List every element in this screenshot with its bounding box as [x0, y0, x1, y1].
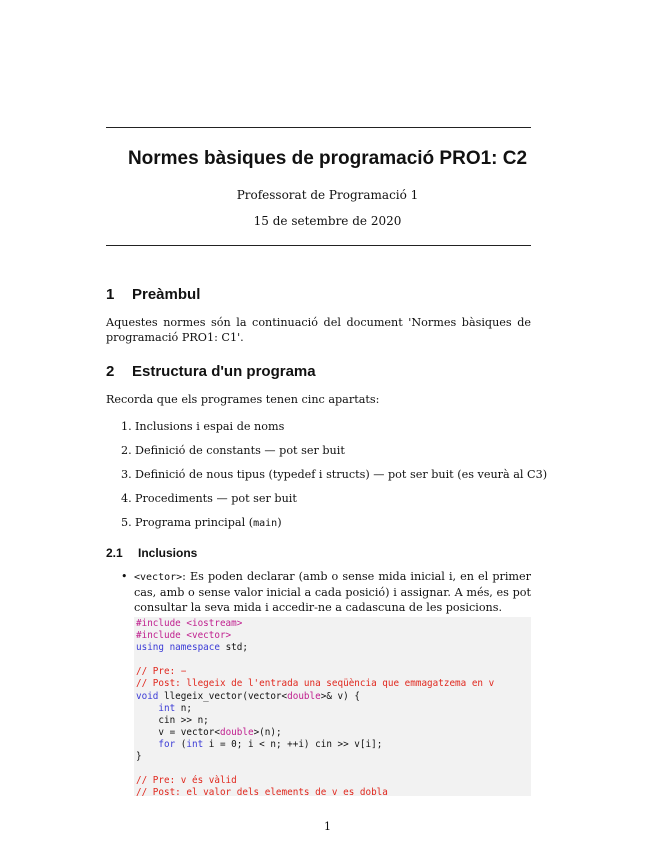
list-text: Inclusions i espai de noms: [135, 420, 285, 433]
code-int-keyword: int: [186, 738, 204, 750]
code-double-type: double: [287, 690, 321, 702]
list-text: Definició de nous tipus (typedef i structs) — pot ser buit (es veurà al C3): [135, 468, 548, 481]
code-signature-a: llegeix_vector(vector<: [158, 690, 288, 702]
document-date: 15 de setembre de 2020: [253, 214, 402, 228]
bullet-icon: •: [121, 570, 128, 583]
code-for-b: i = 0; i < n; ++i) cin >> v[i];: [203, 738, 383, 750]
section-title: Estructura d'un programa: [132, 363, 316, 380]
section-heading-preambul: [106, 286, 200, 303]
subsection-heading-inclusions: [106, 546, 197, 560]
list-text: Procediments — pot ser buit: [135, 492, 297, 505]
code-for-keyword: for: [158, 738, 176, 750]
list-item: [121, 419, 284, 434]
code-assign-b: >(n);: [253, 726, 282, 738]
list-text-after: ): [277, 516, 282, 529]
list-number: 2.: [121, 444, 132, 457]
section-heading-estructura: [106, 363, 316, 380]
code-comment-pre2: // Pre: v és vàlid: [136, 775, 237, 787]
code-comment-post1: // Post: llegeix de l'entrada una seqüència que emmagatzema en v: [136, 678, 495, 690]
document-author: Professorat de Programació 1: [236, 188, 419, 202]
code-comment-pre1: // Pre: −: [136, 666, 187, 678]
section-number: 1: [106, 286, 115, 303]
code-include-iostream: #include <iostream>: [136, 618, 243, 629]
list-item: [121, 515, 282, 531]
list-number: 3.: [121, 468, 132, 481]
inline-code-vector: <vector>: [134, 572, 183, 583]
code-close-brace: }: [136, 751, 142, 763]
code-int-rest: n;: [175, 702, 192, 714]
list-item: [121, 467, 547, 482]
subsection-number: 2.1: [106, 546, 123, 560]
title-rule-bottom: [106, 245, 531, 246]
code-listing: [134, 617, 531, 799]
list-number: 1.: [121, 420, 132, 433]
code-include-vector: #include <vector>: [136, 630, 232, 642]
title-rule-top: [106, 127, 531, 128]
list-number: 5.: [121, 516, 132, 529]
section-title: Preàmbul: [132, 286, 201, 303]
code-signature-b: >& v) {: [320, 690, 360, 702]
code-double-type: double: [219, 726, 254, 738]
subsection-title: Inclusions: [138, 546, 198, 560]
code-comment-post2: // Post: el valor dels elements de v es dobla: [136, 787, 388, 799]
inline-code-main: main: [253, 518, 278, 529]
document-title: Normes bàsiques de programació PRO1: C2: [127, 148, 528, 169]
code-for-a: (: [175, 738, 187, 750]
code-assign-a: v = vector<: [158, 726, 220, 738]
list-number: 4.: [121, 492, 132, 505]
list-item: [121, 491, 297, 506]
estructura-intro: Recorda que els programes tenen cinc apartats:: [106, 393, 380, 406]
code-int-keyword: int: [158, 702, 176, 714]
preambul-paragraph: Aquestes normes són la continuació del document 'Normes bàsiques de programació PRO1: C1'.: [106, 316, 531, 344]
code-void-keyword: void: [136, 690, 159, 702]
list-text: Definició de constants — pot ser buit: [135, 444, 345, 457]
list-text: Programa principal (: [135, 516, 254, 529]
code-cin-line: cin >> n;: [158, 714, 209, 726]
vector-description-text: : Es poden declarar (amb o sense mida inicial i, en el primer cas, amb o sense valor inicial a cada posició) i assignar. A més, es pot consultar la seva mida i accedir-ne a cadascuna de les posicions.: [134, 570, 531, 614]
vector-description: [134, 569, 531, 615]
list-item: [121, 443, 345, 458]
code-using-keyword: using namespace: [136, 642, 220, 654]
page-number: 1: [324, 820, 331, 833]
code-using-rest: std;: [219, 642, 248, 654]
section-number: 2: [106, 363, 115, 380]
